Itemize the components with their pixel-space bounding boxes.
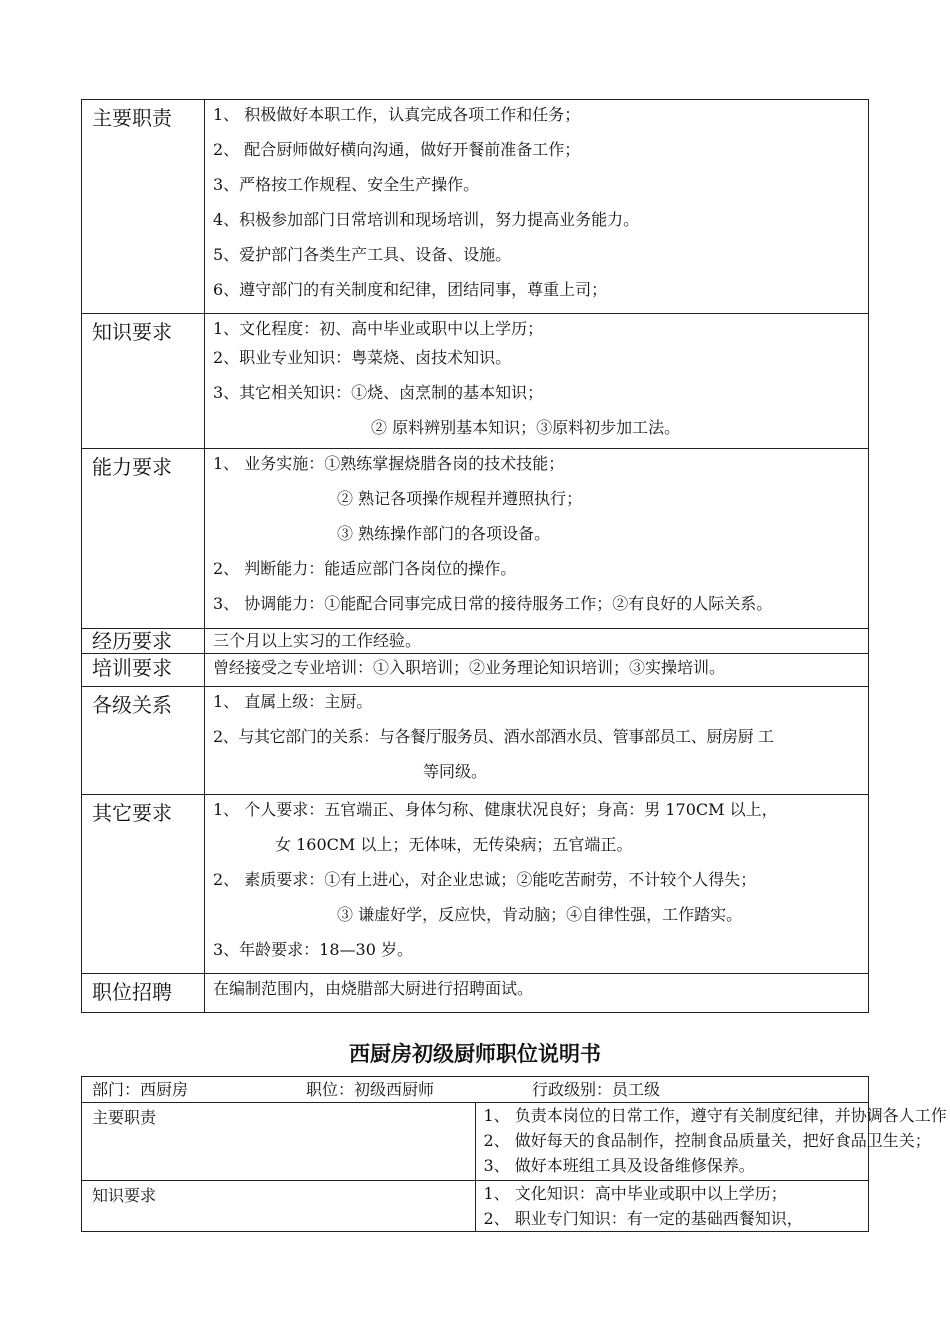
content-line: 女 160CM 以上；无体味，无传染病；五官端正。 [275, 835, 633, 854]
content-line: 2、 做好每天的食品制作，控制食品质量关，把好食品卫生关； [483, 1131, 931, 1150]
content-line: ③ 谦虚好学，反应快，肯动脑；④自律性强，工作踏实。 [337, 905, 743, 924]
content-line: 2、 素质要求：①有上进心，对企业忠诚；②能吃苦耐劳，不计较个人得失； [213, 870, 757, 889]
content-line: 2、 配合厨师做好横向沟通，做好开餐前准备工作； [213, 140, 581, 159]
row-content [205, 629, 869, 654]
row-content [205, 687, 869, 795]
western-kitchen-job-table [81, 1076, 947, 1232]
row-content [205, 449, 869, 629]
job-description-table [81, 99, 869, 1013]
content-line: 1、 直属上级：主厨。 [213, 692, 373, 711]
row-label: 其它要求 [82, 795, 205, 974]
content-line: 1、文化程度：初、高中毕业或职中以上学历； [213, 319, 544, 338]
table-row [82, 974, 869, 1013]
content-line: 3、 做好本班组工具及设备维修保养。 [483, 1156, 755, 1175]
content-line: 2、职业专业知识：粤菜烧、卤技术知识。 [213, 348, 512, 367]
row-content [205, 795, 869, 974]
row-content [205, 654, 869, 687]
content-line: 1、 业务实施：①熟练掌握烧腊各岗的技术技能； [213, 454, 565, 473]
position-field: 职位：初级西厨师 [306, 1080, 435, 1099]
row-label: 能力要求 [82, 449, 205, 629]
row-label: 职位招聘 [82, 974, 205, 1013]
table-row [82, 1103, 869, 1181]
table-row [82, 654, 869, 687]
content-line: 2、 判断能力：能适应部门各岗位的操作。 [213, 559, 517, 578]
content-line: 3、 协调能力：①能配合同事完成日常的接待服务工作；②有良好的人际关系。 [213, 594, 773, 613]
content-line: 4、积极参加部门日常培训和现场培训，努力提高业务能力。 [213, 210, 640, 229]
level-field: 行政级别：员工级 [532, 1080, 661, 1099]
row-label: 知识要求 [82, 314, 205, 449]
row-label: 经历要求 [82, 629, 205, 654]
content-line: 2、与其它部门的关系：与各餐厅服务员、酒水部酒水员、管事部员工、厨房厨 工 [213, 727, 774, 746]
content-line: 5、爱护部门各类生产工具、设备、设施。 [213, 245, 512, 264]
content-line: 曾经接受之专业培训：①入职培训；②业务理论知识培训；③实操培训。 [213, 658, 726, 677]
table-row [82, 629, 869, 654]
content-line: 3、其它相关知识：①烧、卤烹制的基本知识； [213, 383, 544, 402]
content-line: 1、 文化知识：高中毕业或职中以上学历； [483, 1184, 787, 1203]
content-line: ③ 熟练操作部门的各项设备。 [337, 524, 551, 543]
content-line: 1、 积极做好本职工作，认真完成各项工作和任务； [213, 105, 581, 124]
content-line: 三个月以上实习的工作经验。 [213, 631, 422, 650]
content-line: 1、 负责本岗位的日常工作，遵守有关制度纪律，并协调各人工作 [483, 1106, 947, 1125]
row-label: 知识要求 [82, 1181, 476, 1232]
row-content [475, 1181, 869, 1232]
content-line: 3、严格按工作规程、安全生产操作。 [213, 175, 480, 194]
row-content [205, 974, 869, 1013]
content-line: ② 原料辨别基本知识；③原料初步加工法。 [371, 418, 681, 437]
table-row [82, 795, 869, 974]
row-label: 各级关系 [82, 687, 205, 795]
row-label: 主要职责 [82, 1103, 476, 1181]
content-line: 1、 个人要求：五官端正、身体匀称、健康状况良好；身高：男 170CM 以上， [213, 800, 778, 819]
row-label: 主要职责 [82, 100, 205, 314]
department-field: 部门：西厨房 [92, 1080, 189, 1099]
row-content [205, 314, 869, 449]
table-row [82, 314, 869, 449]
content-line: 在编制范围内，由烧腊部大厨进行招聘面试。 [213, 979, 534, 998]
table-row [82, 1181, 869, 1232]
content-line: 3、年龄要求：18—30 岁。 [213, 940, 413, 959]
content-line: ② 熟记各项操作规程并遵照执行； [337, 489, 583, 508]
content-line: 6、遵守部门的有关制度和纪律，团结同事，尊重上司； [213, 280, 608, 299]
content-line: 2、 职业专门知识：有一定的基础西餐知识， [483, 1209, 803, 1228]
table-header-row [82, 1077, 869, 1103]
row-content [205, 100, 869, 314]
row-label: 培训要求 [82, 654, 205, 687]
document-title: 西厨房初级厨师职位说明书 [349, 1042, 601, 1066]
row-content [475, 1103, 947, 1181]
content-line: 等同级。 [423, 762, 488, 781]
table-row [82, 687, 869, 795]
table-header [82, 1077, 869, 1103]
table-row [82, 449, 869, 629]
table-row [82, 100, 869, 314]
